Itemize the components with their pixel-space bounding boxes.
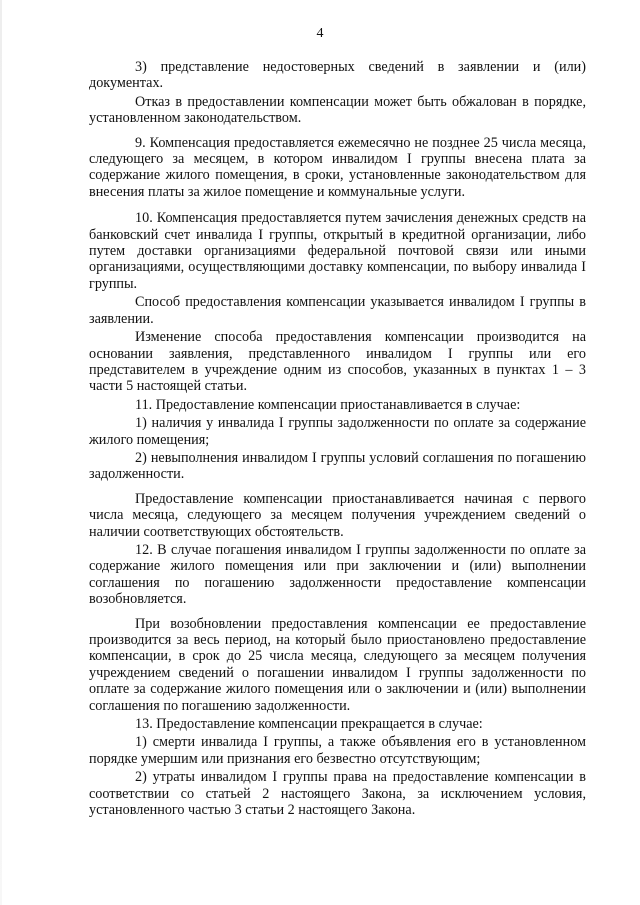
paragraph-item-3-false-info: 3) представление недостоверных сведений в заявлении и (или) документах. xyxy=(89,59,586,92)
paragraph-article-9: 9. Компенсация предоставляется ежемесячно не позднее 25 числа месяца, следующего за месяцем, в котором инвалидом I группы внесена плата за содержание жилого помещения, в сроки, установленные законодательством для внесения платы за жилое помещение и коммунальные услуги. xyxy=(89,134,586,200)
paragraph-appeal-refusal: Отказ в предоставлении компенсации может быть обжалован в порядке, установленном законодательством. xyxy=(89,93,586,127)
paragraph-11-item-2: 2) невыполнения инвалидом I группы условий соглашения по погашению задолженности. xyxy=(89,449,586,483)
paragraph-article-13: 13. Предоставление компенсации прекращается в случае: xyxy=(135,716,483,733)
paragraph-method-in-application: Способ предоставления компенсации указывается инвалидом I группы в заявлении. xyxy=(89,294,586,327)
paragraph-suspension-start: Предоставление компенсации приостанавливается начиная с первого числа месяца, следующего за месяцем получения учреждением сведений о наличии соответствующих обстоятельств. xyxy=(89,490,586,540)
paragraph-13-item-1: 1) смерти инвалида I группы, а также объявления его в установленном порядке умершим или признания его безвестно отсутствующим; xyxy=(89,734,586,767)
paragraph-article-10: 10. Компенсация предоставляется путем зачисления денежных средств на банковский счет инвалида I группы, открытый в кредитной организации, либо путем доставки организациями федеральной почтовой связи или иными организациями, осуществляющими доставку компенсации, по выбору инвалида I группы. xyxy=(89,210,586,292)
paragraph-article-12: 12. В случае погашения инвалидом I группы задолженности по оплате за содержание жилого помещения или при заключении и (или) выполнении соглашения по погашению задолженности предоставление компенсации возобновляется. xyxy=(89,541,586,608)
paragraph-11-item-1: 1) наличия у инвалида I группы задолженности по оплате за содержание жилого помещения; xyxy=(89,415,586,448)
page-number: 4 xyxy=(316,26,324,41)
paragraph-article-11: 11. Предоставление компенсации приостанавливается в случае: xyxy=(135,396,521,413)
scan-edge xyxy=(0,0,2,905)
document-body xyxy=(89,59,586,822)
paragraph-resumption: При возобновлении предоставления компенсации ее предоставление производится за весь период, на который было приостановлено предоставление компенсации, в срок до 25 числа месяца, следующего за месяцем получения учреждением сведений о погашении инвалидом I группы задолженности по оплате за содержание жилого помещения или о заключении и (или) выполнении соглашения по погашению задолженности. xyxy=(89,615,586,714)
paragraph-method-change: Изменение способа предоставления компенсации производится на основании заявления, представленного инвалидом I группы или его представителем в учреждение одним из способов, указанных в пунктах 1 – 3 части 5 настоящей статьи. xyxy=(89,329,586,395)
paragraph-13-item-2: 2) утраты инвалидом I группы права на предоставление компенсации в соответствии со статьей 2 настоящего Закона, за исключением условия, установленного частью 3 статьи 2 настоящего Закона. xyxy=(89,769,586,819)
